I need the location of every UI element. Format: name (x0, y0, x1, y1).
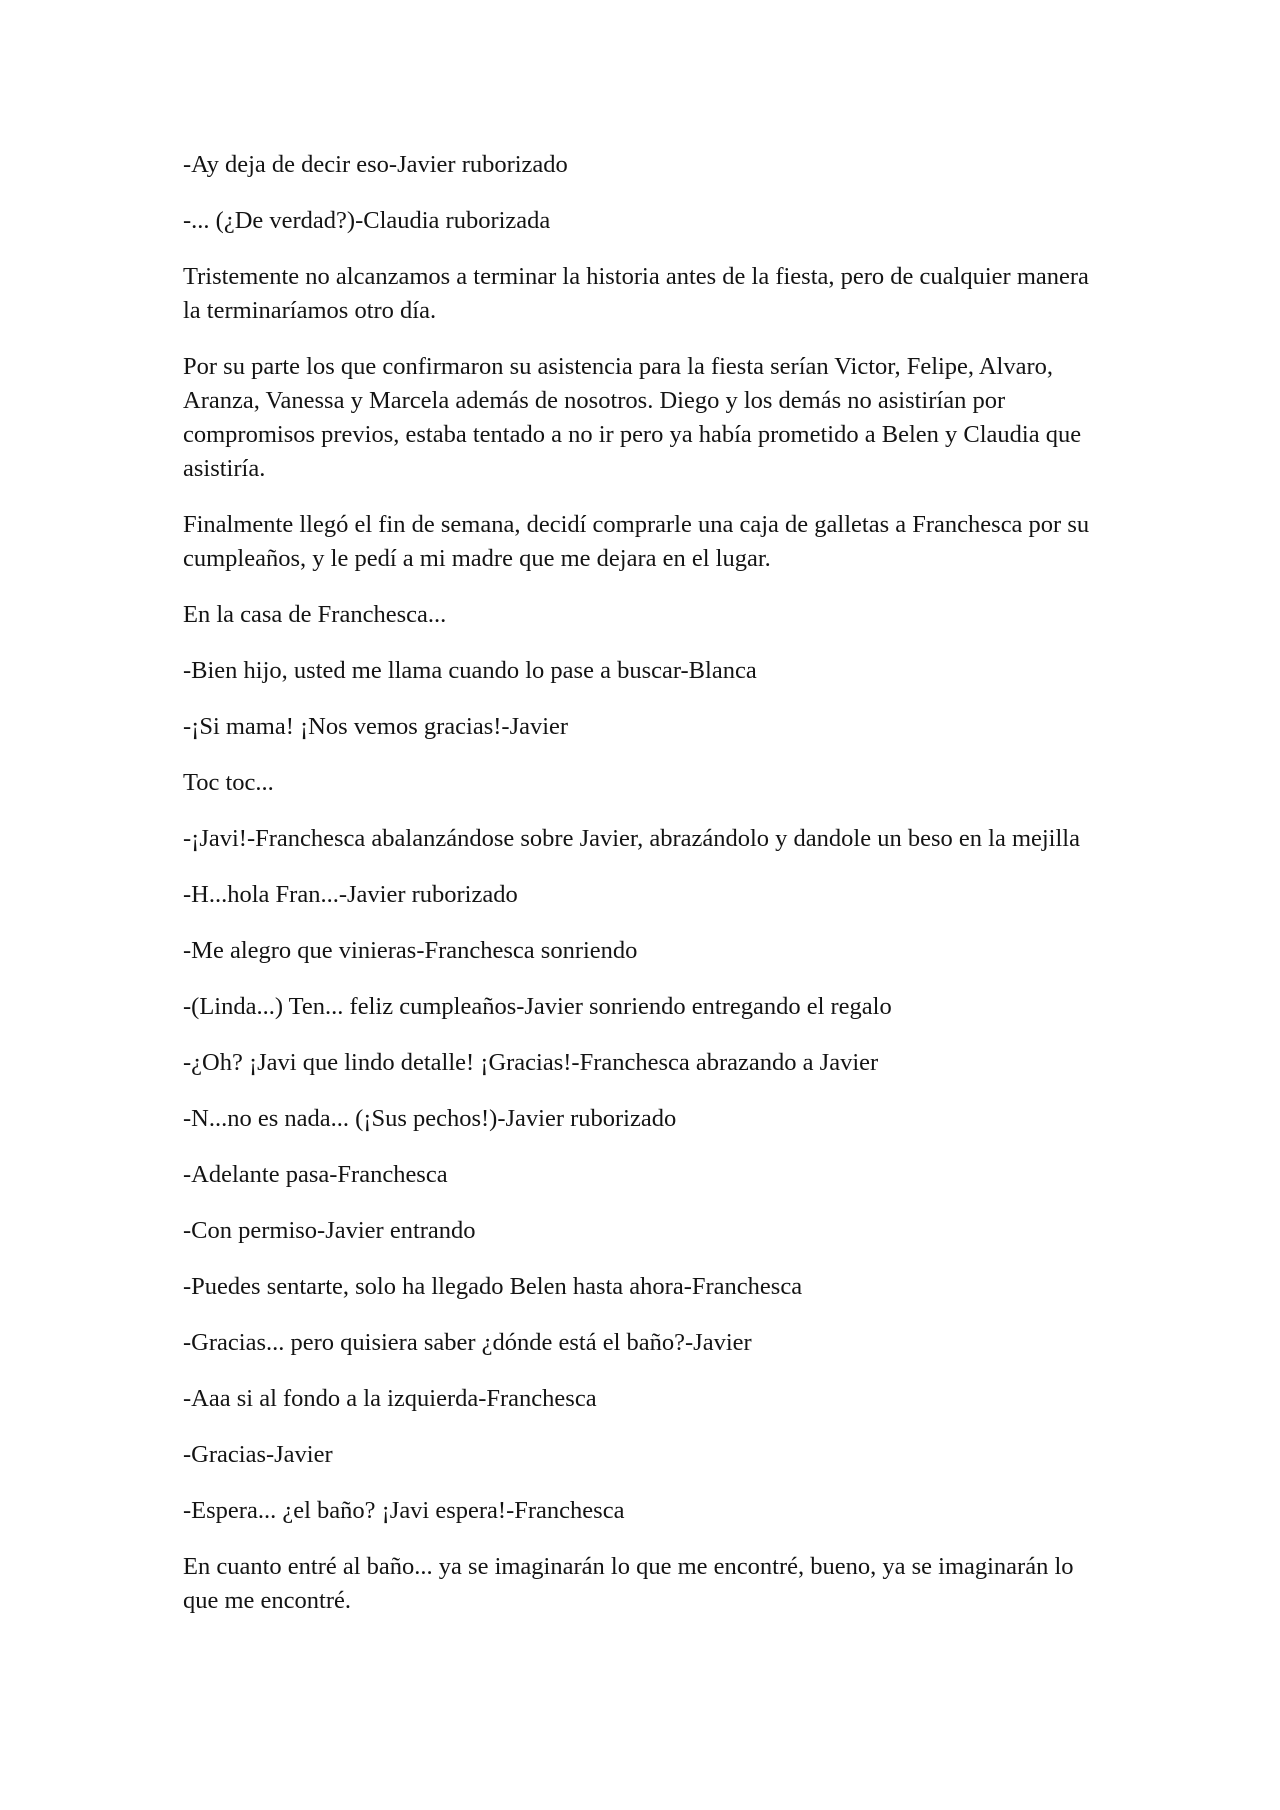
paragraph: Finalmente llegó el fin de semana, decidí comprarle una caja de galletas a Franchesca por su cumpleaños, y le pedí a mi madre que me dejara en el lugar. (183, 511, 1090, 572)
document-page (183, 148, 1103, 1640)
paragraph: -¡Javi!-Franchesca abalanzándose sobre Javier, abrazándolo y dandole un beso en la mejilla (183, 825, 1080, 852)
paragraph: -¿Oh? ¡Javi que lindo detalle! ¡Gracias!-Franchesca abrazando a Javier (183, 1049, 879, 1076)
paragraph: -Puedes sentarte, solo ha llegado Belen hasta ahora-Franchesca (183, 1273, 803, 1300)
paragraph: -Adelante pasa-Franchesca (183, 1161, 448, 1188)
paragraph: -N...no es nada... (¡Sus pechos!)-Javier ruborizado (183, 1105, 677, 1132)
paragraph: -Gracias... pero quisiera saber ¿dónde está el baño?-Javier (183, 1329, 752, 1356)
paragraph: -Gracias-Javier (183, 1441, 333, 1468)
paragraph: -H...hola Fran...-Javier ruborizado (183, 881, 518, 908)
paragraph: -Con permiso-Javier entrando (183, 1217, 476, 1244)
paragraph: -(Linda...) Ten... feliz cumpleaños-Javier sonriendo entregando el regalo (183, 993, 892, 1020)
paragraph: En la casa de Franchesca... (183, 601, 447, 628)
paragraph: En cuanto entré al baño... ya se imaginarán lo que me encontré, bueno, ya se imaginarán lo que me encontré. (183, 1553, 1074, 1614)
paragraph: Por su parte los que confirmaron su asistencia para la fiesta serían Victor, Felipe, Alvaro, Aranza, Vanessa y Marcela además de nosotros. Diego y los demás no asistirían por compromisos previos, estaba tentado a no ir pero ya había prometido a Belen y Claudia que asistiría. (183, 353, 1082, 482)
paragraph: -Espera... ¿el baño? ¡Javi espera!-Franchesca (183, 1497, 625, 1524)
paragraph: -... (¿De verdad?)-Claudia ruborizada (183, 207, 551, 234)
paragraph: -¡Si mama! ¡Nos vemos gracias!-Javier (183, 713, 569, 740)
paragraph: -Bien hijo, usted me llama cuando lo pase a buscar-Blanca (183, 657, 757, 684)
paragraph: -Aaa si al fondo a la izquierda-Franchesca (183, 1385, 597, 1412)
paragraph: Tristemente no alcanzamos a terminar la historia antes de la fiesta, pero de cualquier manera la terminaríamos otro día. (183, 263, 1089, 324)
paragraph: -Ay deja de decir eso-Javier ruborizado (183, 151, 568, 178)
paragraph: Toc toc... (183, 769, 274, 796)
paragraph: -Me alegro que vinieras-Franchesca sonriendo (183, 937, 638, 964)
